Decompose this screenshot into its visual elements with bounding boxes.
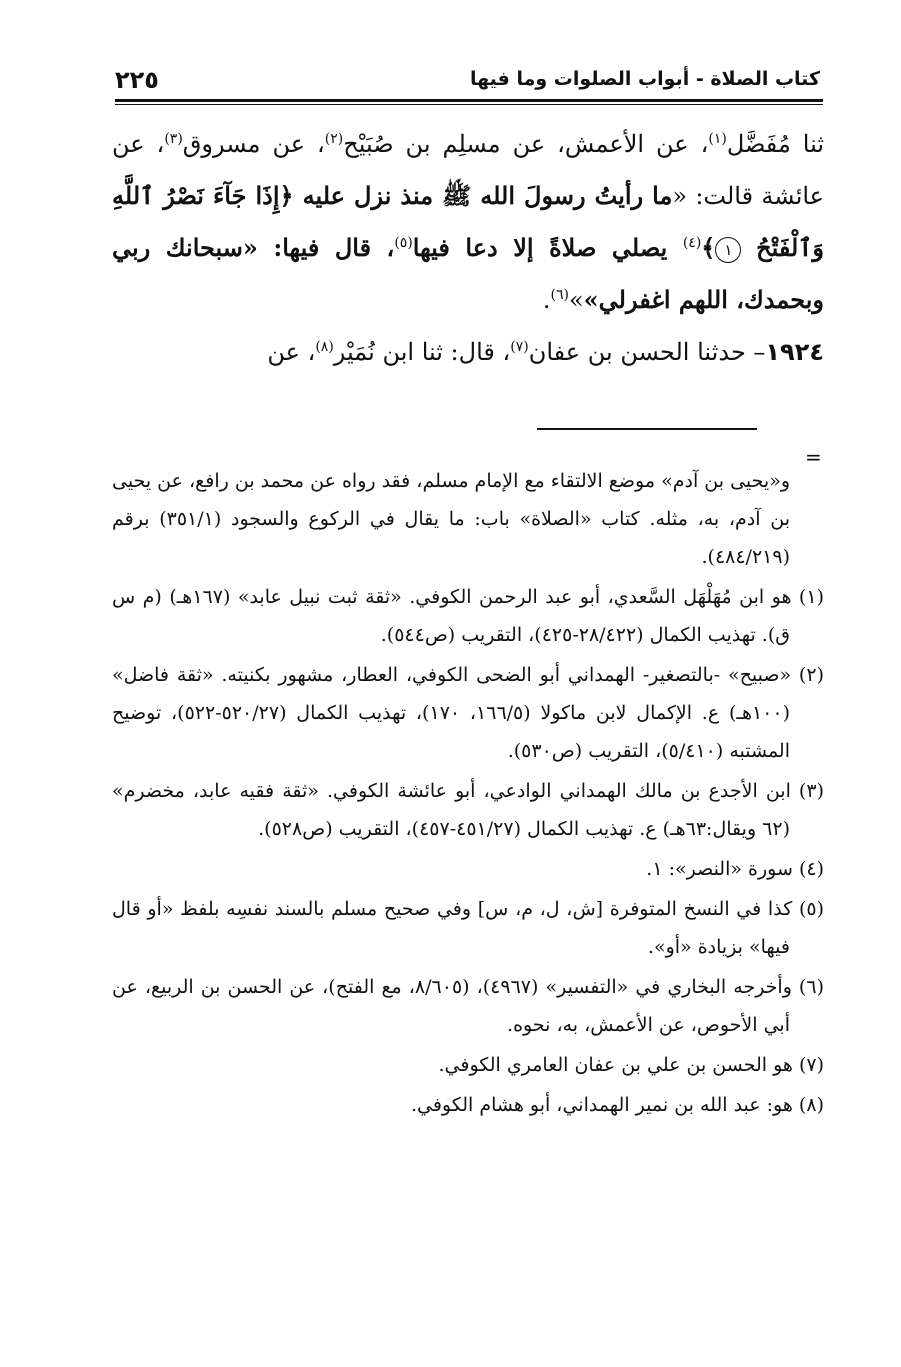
footnote: (٤) سورة «النصر»: ١.	[646, 858, 824, 880]
footnote: (٥) كذا في النسخ المتوفرة [ش، ل، م، س] وفي صحيح مسلم بالسند نفسِه بلفظ «أو قال فيها» بزيادة «أو».	[112, 898, 824, 958]
footnotes	[112, 462, 824, 1126]
footnote: (٧) هو الحسن بن علي بن عفان العامري الكوفي.	[438, 1054, 824, 1076]
footnote-ref: (١)	[708, 131, 727, 147]
page-header	[115, 62, 820, 102]
footnote-ref: (٢)	[324, 131, 344, 147]
header-rule-thin	[115, 104, 823, 105]
footnote: (١) هو ابن مُهَلْهَل السَّعدي، أبو عبد الرحمن الكوفي. «ثقة ثبت نبيل عابد» (١٦٧هـ) (م س ق). تهذيب الكمال (٢٨/٤٢٢-٤٢٥)، التقريب (ص٥٤٤).	[112, 586, 824, 646]
footnote-ref: (٧)	[510, 339, 529, 355]
footnote-ref: (٣)	[164, 131, 183, 147]
main-paragraph: ثنا مُفَضَّل$^{(١)}$، عن الأعمش، عن مسلِم بن صُبَيْح$^{(٢)}$، عن مسروق$^{(٣)}$، عن عائشة قالت: «ما رأيتُ رسولَ الله ﷺ منذ نزل عليه ﴿إِذَا جَآءَ نَصْرُ ٱللَّهِ وَٱلْفَتْحُ ١﴾$^{(٤)}$ يصلي صلاةً إلا دعا فيها$^{(٥)}$، قال فيها: «سبحانك ربي وبحمدك، اللهم اغفرلي»»$^{(٦)}$.	[112, 130, 824, 314]
running-title: كتاب الصلاة - أبواب الصلوات وما فيها	[469, 68, 820, 90]
hadith-paragraph: ١٩٢٤– حدثنا الحسن بن عفان$^{(٧)}$، قال: ثنا ابن نُمَيْر$^{(٨)}$، عن	[267, 338, 824, 366]
hadith-number: ١٩٢٤	[765, 338, 824, 366]
footnote-continued: و«يحيى بن آدم» موضع الالتقاء مع الإمام مسلم، فقد رواه عن محمد بن رافع، عن يحيى بن آدم، به، مثله. كتاب «الصلاة» باب: ما يقال في الركوع والسجود (٣٥١/١) برقم (٤٨٤/٢١٩).	[112, 470, 790, 568]
footnote: (٦) وأخرجه البخاري في «التفسير» (٤٩٦٧)، (٨/٦٠٥، مع الفتح)، عن الحسن بن الربيع، عن أبي الأحوص، عن الأعمش، به، نحوه.	[112, 976, 824, 1036]
header-rule	[115, 99, 823, 102]
page-number: ٢٢٥	[115, 66, 159, 94]
footnote: (٣) ابن الأجدع بن مالك الهمداني الوادعي، أبو عائشة الكوفي. «ثقة فقيه عابد، مخضرم» (٦٢ ويقال:٦٣هـ) ع. تهذيب الكمال (٤٥١/٢٧-٤٥٧)، التقريب (ص٥٢٨).	[112, 780, 824, 840]
footnote: (٨) هو: عبد الله بن نمير الهمداني، أبو هشام الكوفي.	[410, 1094, 824, 1116]
footnote-separator	[537, 428, 757, 430]
continuation-mark: =	[805, 445, 822, 469]
ayah-number-mark: ١	[715, 237, 741, 263]
footnote-ref: (٥)	[394, 235, 413, 251]
footnote: (٢) «صبيح» -بالتصغير- الهمداني أبو الضحى الكوفي، العطار، مشهور بكنيته. «ثقة فاضل» (١٠٠هـ) ع. الإكمال لابن ماكولا (١٦٦/٥، ١٧٠)، تهذيب الكمال (٥٢٠/٢٧-٥٢٢)، توضيح المشتبه (٥/٤١٠)، التقريب (ص٥٣٠).	[112, 664, 824, 762]
footnote-ref: (٤)	[682, 235, 702, 251]
hadith-text: ما رأيتُ رسولَ الله ﷺ منذ نزل عليه ﴿إِذَا جَآءَ نَصْرُ ٱللَّهِ وَٱلْفَتْحُ	[112, 181, 824, 262]
footnote-ref: (٦)	[550, 287, 569, 303]
main-text	[112, 118, 824, 378]
footnote-ref: (٨)	[315, 339, 334, 355]
